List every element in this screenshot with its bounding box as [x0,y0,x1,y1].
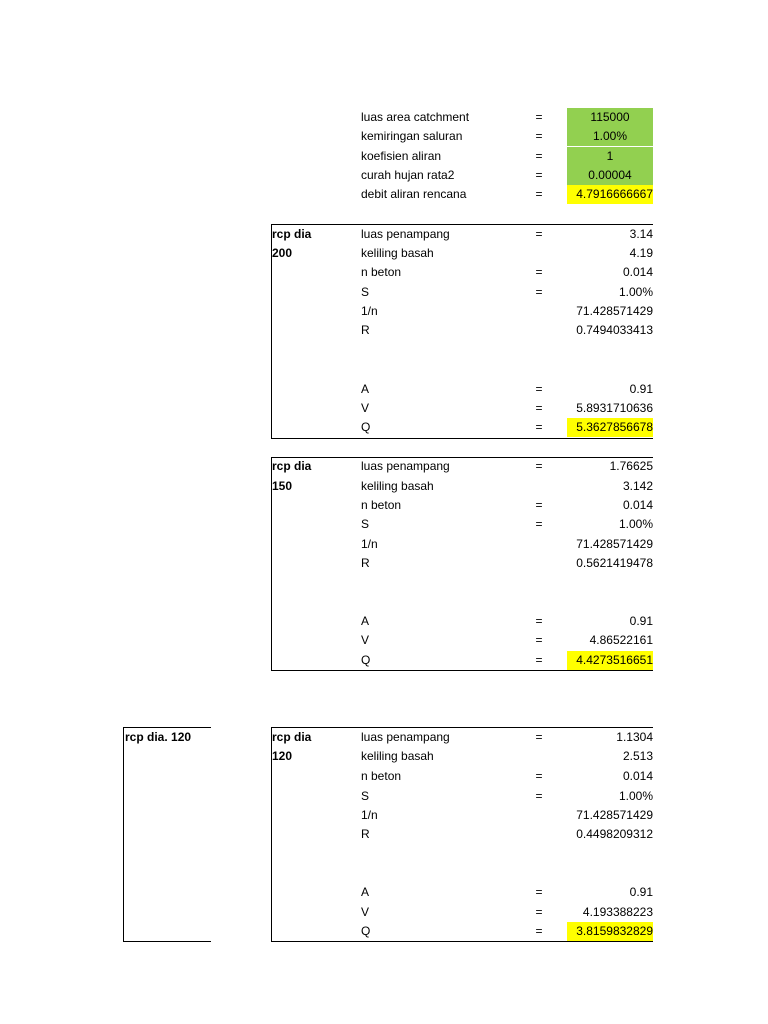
block-bottom-border [271,670,653,671]
cell-value[interactable]: 4.86522161 [589,633,653,647]
block-header-line1: rcp dia [272,730,312,744]
block-header-line1: rcp dia [272,227,312,241]
equals-sign: = [535,265,543,279]
block-header-line1: rcp dia [272,459,312,473]
equals-sign: = [535,401,543,415]
cell-q-result[interactable]: 3.8159832829 [567,922,653,941]
equals-sign: = [535,420,543,434]
row-label: V [361,905,370,919]
side-label: rcp dia. 120 [125,730,192,744]
cell-value[interactable]: 71.428571429 [576,537,653,551]
cell-value[interactable]: 0.5621419478 [576,556,653,570]
equals-sign: = [535,187,543,201]
row-label: koefisien aliran [361,149,442,163]
equals-sign: = [535,110,543,124]
cell-value[interactable]: 0.014 [622,265,653,279]
equals-sign: = [535,924,543,938]
cell-value[interactable]: 3.14 [629,227,653,241]
equals-sign: = [535,517,543,531]
cell-value[interactable]: 0.91 [629,885,653,899]
cell-value[interactable]: 0.4498209312 [576,827,653,841]
row-label: S [361,517,370,531]
row-label: V [361,633,370,647]
row-label: keliling basah [361,246,434,260]
equals-sign: = [535,653,543,667]
block-header-line2: 120 [272,749,293,763]
row-label: n beton [361,498,402,512]
cell-value[interactable]: 1.76625 [609,459,653,473]
row-label: luas penampang [361,730,450,744]
row-label: luas penampang [361,459,450,473]
cell-value[interactable]: 5.8931710636 [576,401,653,415]
block-header-line2: 150 [272,479,293,493]
equals-sign: = [535,459,543,473]
cell-koefisien-aliran[interactable]: 1 [567,147,653,166]
equals-sign: = [535,885,543,899]
row-label: keliling basah [361,479,434,493]
cell-luas-area-catchment[interactable]: 115000 [567,108,653,127]
equals-sign: = [535,227,543,241]
row-label: curah hujan rata2 [361,168,455,182]
block-bottom-border [271,941,653,942]
equals-sign: = [535,129,543,143]
equals-sign: = [535,285,543,299]
row-label: A [361,885,370,899]
row-label: 1/n [361,808,378,822]
equals-sign: = [535,168,543,182]
row-label: n beton [361,769,402,783]
cell-value[interactable]: 0.014 [622,498,653,512]
cell-value[interactable]: 0.91 [629,614,653,628]
equals-sign: = [535,498,543,512]
block-bottom-border [271,438,653,439]
row-label: Q [361,924,371,938]
row-label: A [361,382,370,396]
cell-value[interactable]: 1.1304 [616,730,653,744]
row-label: S [361,789,370,803]
row-label: luas penampang [361,227,450,241]
side-bottom-border [123,941,211,942]
equals-sign: = [535,769,543,783]
row-label: debit aliran rencana [361,187,467,201]
cell-value[interactable]: 1.00% [618,517,653,531]
equals-sign: = [535,730,543,744]
block-header-line2: 200 [272,246,293,260]
cell-curah-hujan[interactable]: 0.00004 [567,166,653,185]
cell-value[interactable]: 0.014 [622,769,653,783]
cell-value[interactable]: 71.428571429 [576,304,653,318]
row-label: kemiringan saluran [361,129,463,143]
row-label: 1/n [361,304,378,318]
row-label: S [361,285,370,299]
cell-value[interactable]: 1.00% [618,285,653,299]
row-label: luas area catchment [361,110,470,124]
row-label: R [361,556,370,570]
cell-debit-aliran-rencana[interactable]: 4.7916666667 [567,185,653,204]
equals-sign: = [535,789,543,803]
row-label: keliling basah [361,749,434,763]
cell-value[interactable]: 3.142 [622,479,653,493]
equals-sign: = [535,905,543,919]
cell-kemiringan-saluran[interactable]: 1.00% [567,127,653,146]
equals-sign: = [535,149,543,163]
row-label: Q [361,420,371,434]
cell-value[interactable]: 2.513 [622,749,653,763]
row-label: A [361,614,370,628]
cell-value[interactable]: 1.00% [618,789,653,803]
cell-q-result[interactable]: 5.3627856678 [567,418,653,437]
cell-q-result[interactable]: 4.4273516651 [567,651,653,670]
side-left-border [123,727,124,941]
equals-sign: = [535,614,543,628]
row-label: n beton [361,265,402,279]
row-label: R [361,827,370,841]
cell-value[interactable]: 0.7494033413 [576,323,653,337]
row-label: Q [361,653,371,667]
cell-value[interactable]: 4.19 [629,246,653,260]
cell-value[interactable]: 0.91 [629,382,653,396]
cell-value[interactable]: 71.428571429 [576,808,653,822]
equals-sign: = [535,382,543,396]
equals-sign: = [535,633,543,647]
cell-value[interactable]: 4.193388223 [582,905,653,919]
row-label: V [361,401,370,415]
row-label: R [361,323,370,337]
row-label: 1/n [361,537,378,551]
